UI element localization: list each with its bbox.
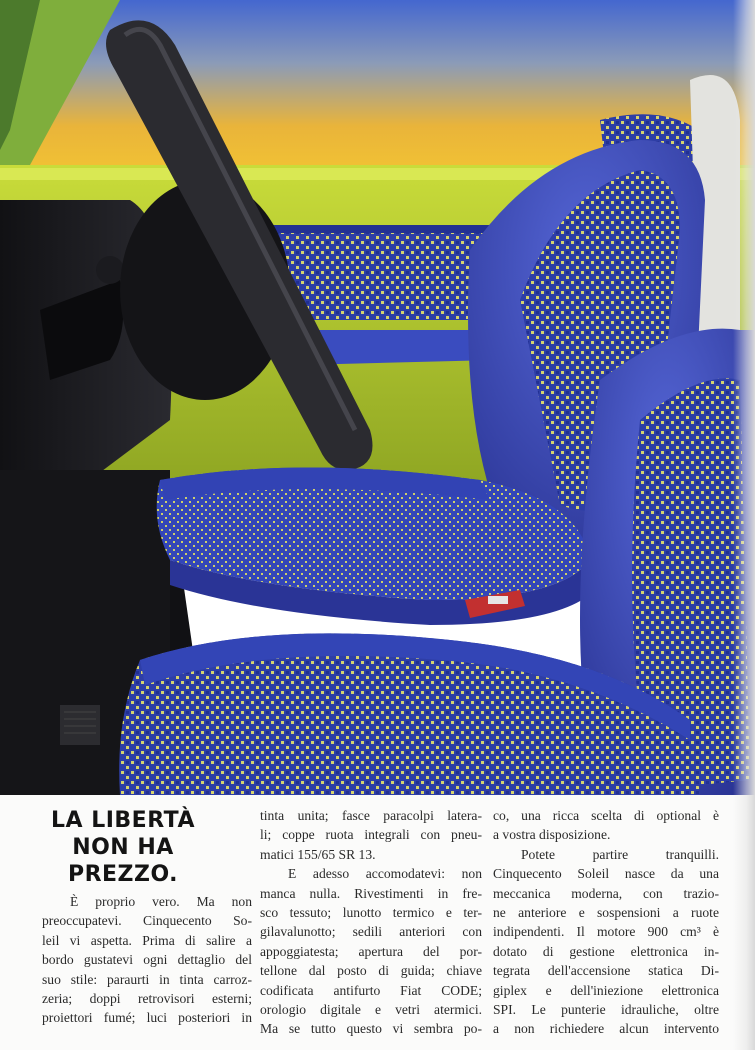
article-headline — [38, 807, 208, 888]
page-spine-shadow — [733, 0, 755, 1050]
text-line: tegrata dell'accensione statica Di- — [493, 963, 719, 979]
text-line: giplex e dell'iniezione elettronica — [493, 982, 719, 998]
text-line: indipendenti. Il motore 900 cm³ è — [493, 924, 719, 940]
article-column-3 — [493, 806, 719, 1039]
text-line: codificata antifurto Fiat CODE; — [260, 982, 482, 998]
headline-line: NON HA — [72, 835, 174, 860]
text-line: SPI. Le punterie idrauliche, oltre — [493, 1002, 719, 1018]
text-line: ne anteriore e sospensioni a ruote — [493, 905, 719, 921]
text-line: dotato di gestione elettronica in- — [493, 943, 719, 959]
text-line: appoggiatesta; apertura del por- — [260, 943, 482, 959]
text-line: a vostra disposizione. — [493, 827, 611, 843]
article-column-2 — [260, 806, 482, 1039]
text-line: preoccupatevi. Cinquecento So- — [42, 913, 252, 929]
headline-line: PREZZO. — [67, 862, 179, 887]
text-line: suo stile: paraurti in tinta carroz- — [42, 971, 252, 987]
text-line: li; coppe ruota integrali con pneu- — [260, 827, 482, 843]
text-line: co, una ricca scelta di optional è — [493, 808, 719, 823]
text-line: tellone dal posto di guida; chiave — [260, 963, 482, 979]
headline-line: LA LIBERTÀ — [51, 808, 195, 833]
text-line: leil vi aspetta. Prima di salire a — [42, 932, 252, 948]
text-line: orologio digitale e vetri atermici. — [260, 1002, 482, 1018]
text-line: meccanica moderna, con trazio- — [493, 885, 719, 901]
text-line: E adesso accomodatevi: non — [288, 866, 482, 882]
text-line: Cinquecento Soleil nasce da una — [493, 866, 719, 882]
text-line: tinta unita; fasce paracolpi latera- — [260, 808, 482, 823]
text-line: a non richiedere alcun intervento — [493, 1021, 719, 1037]
text-line: matici 155/65 SR 13. — [260, 846, 376, 862]
text-line: gilavalunotto; sedili anteriori con — [260, 924, 482, 940]
text-line: zeria; doppi retrovisori esterni; — [42, 991, 252, 1007]
text-line: sco tessuto; lunotto termico e ter- — [260, 905, 482, 921]
text-line: Potete partire tranquilli. — [521, 846, 719, 862]
text-line: proiettori fumé; luci posteriori in — [42, 1010, 252, 1026]
article-column-1 — [42, 892, 252, 1028]
text-line: manca nulla. Rivestimenti in fre- — [260, 885, 482, 901]
article — [0, 795, 755, 1050]
text-line: È proprio vero. Ma non — [70, 894, 252, 909]
text-line: Ma se tutto questo vi sembra po- — [260, 1021, 482, 1037]
text-line: bordo gustatevi ogni dettaglio del — [42, 952, 252, 968]
